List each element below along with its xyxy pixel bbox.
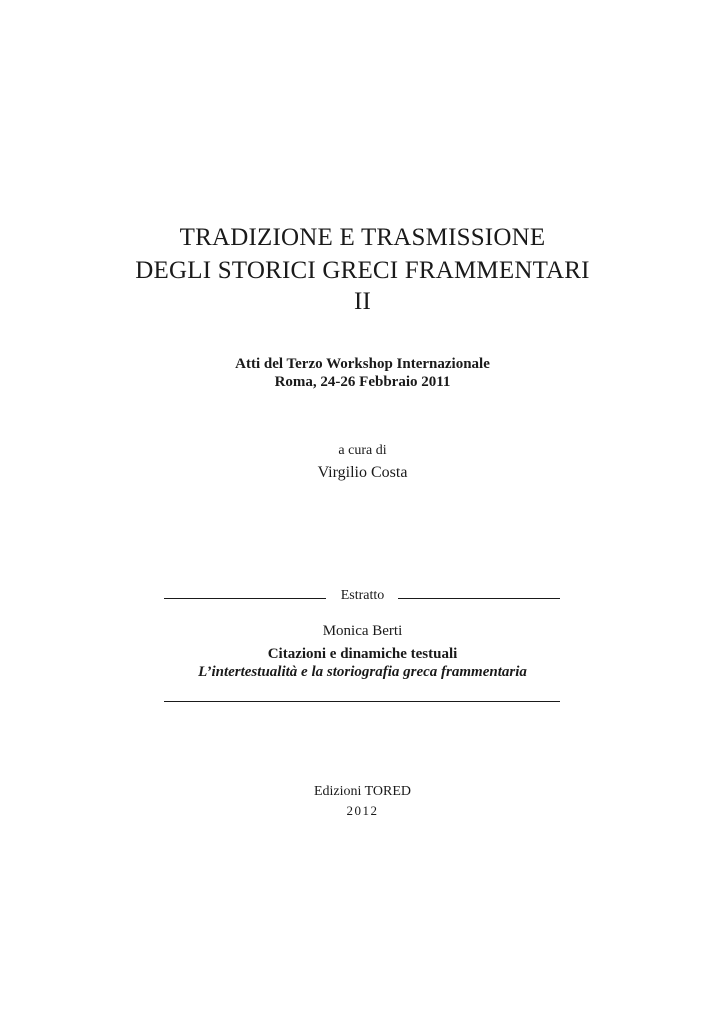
book-title-line-1: TRADIZIONE E TRASMISSIONE [179,224,546,251]
publication-year: 2012 [346,803,379,818]
article-title: Citazioni e dinamiche testuali [267,646,458,662]
extract-rule-right [398,598,560,599]
editor-label: a cura di [338,443,387,458]
editor-name: Virgilio Costa [317,464,408,481]
book-title-line-2: DEGLI STORICI GRECI FRAMMENTARI [135,257,590,284]
extract-rule-bottom [164,701,560,702]
publisher-name: Edizioni TORED [313,784,412,799]
extract-label: Estratto [340,588,385,603]
proceedings-title: Atti del Terzo Workshop Internazionale [235,356,490,372]
proceedings-place-date: Roma, 24-26 Febbraio 2011 [274,374,451,390]
article-author: Monica Berti [322,623,403,639]
book-volume-number: II [353,288,372,315]
article-subtitle: L’intertestualità e la storiografia greca frammentaria [198,664,527,680]
